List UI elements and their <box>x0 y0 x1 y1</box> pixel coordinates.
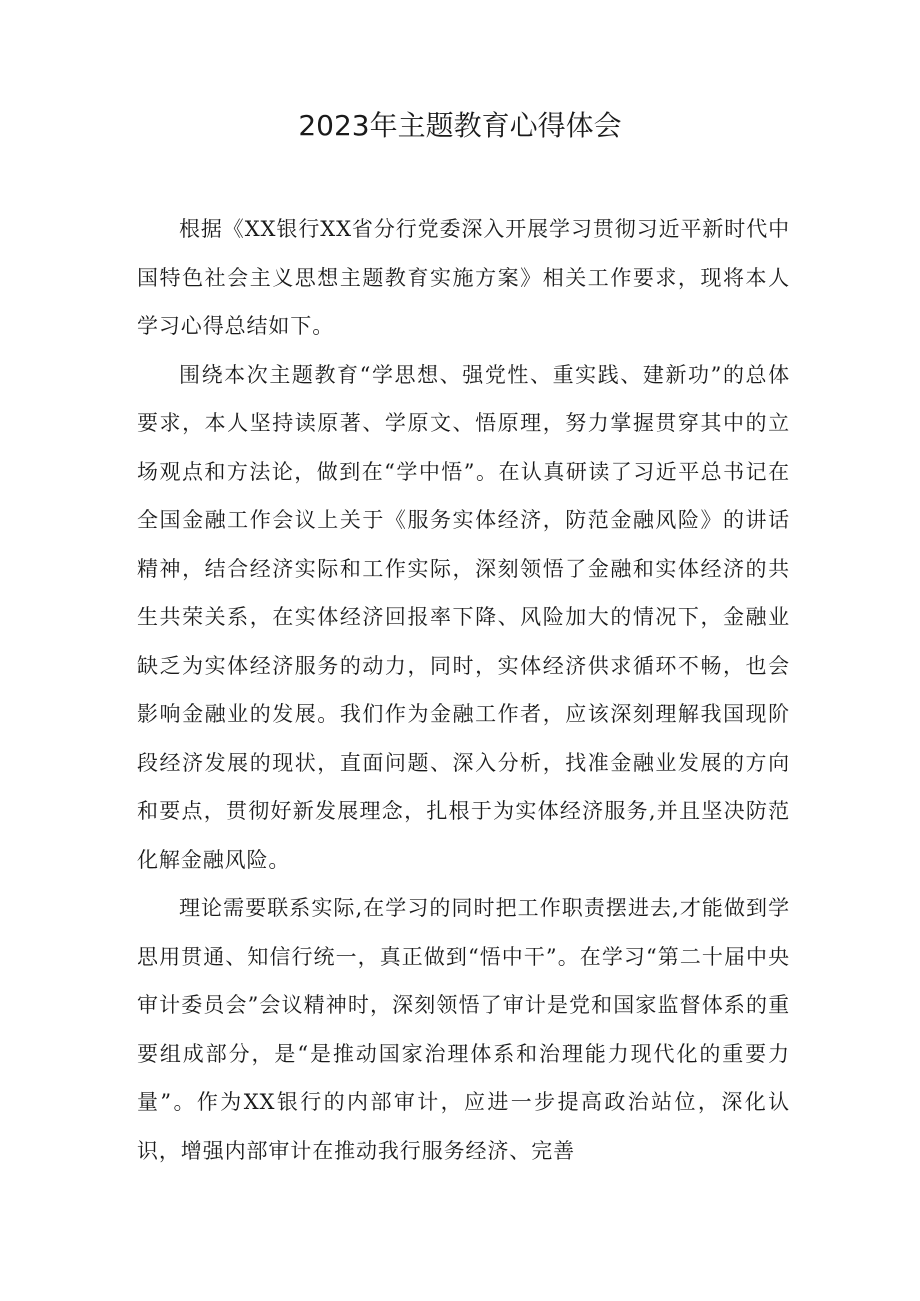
paragraph-practice: 理论需要联系实际,在学习的同时把工作职责摆进去,才能做到学思用贯通、知信行统一，真正做到“悟中干”。在学习“第二十届中央审计委员会”会议精神时，深刻领悟了审计是党和国家监督体系的重要组成部分，是“是推动国家治理体系和治理能力现代化的重要力量”。作为XX银行的内部审计，应进一步提高政治站位，深化认识，增强内部审计在推动我行服务经济、完善 <box>137 896 790 1163</box>
paragraph-intro: 根据《XX银行XX省分行党委深入开展学习贯彻习近平新时代中国特色社会主义思想主题教育实施方案》相关工作要求，现将本人学习心得总结如下。 <box>137 217 790 338</box>
document-body <box>137 205 790 1175</box>
paragraph-study: 围绕本次主题教育“学思想、强党性、重实践、建新功”的总体要求，本人坚持读原著、学原文、悟原理，努力掌握贯穿其中的立场观点和方法论，做到在“学中悟”。在认真研读了习近平总书记在全国金融工作会议上关于《服务实体经济，防范金融风险》的讲话精神，结合经济实际和工作实际，深刻领悟了金融和实体经济的共生共荣关系，在实体经济回报率下降、风险加大的情况下，金融业缺乏为实体经济服务的动力，同时，实体经济供求循环不畅，也会影响金融业的发展。我们作为金融工作者，应该深刻理解我国现阶段经济发展的现状，直面问题、深入分析，找准金融业发展的方向和要点，贯彻好新发展理念，扎根于为实体经济服务,并且坚决防范化解金融风险。 <box>137 362 790 872</box>
document-title: 2023年主题教育心得体会 <box>298 109 622 142</box>
